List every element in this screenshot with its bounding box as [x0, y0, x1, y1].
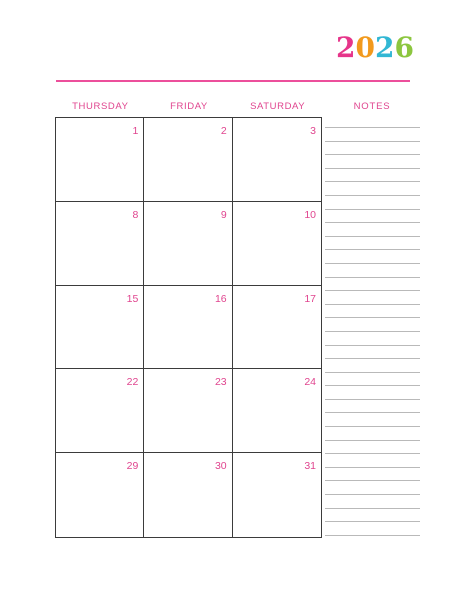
day-number: 10: [304, 208, 316, 221]
notes-line: [325, 372, 420, 373]
notes-line: [325, 181, 420, 182]
notes-line: [325, 440, 420, 441]
notes-line: [325, 345, 420, 346]
notes-line: [325, 263, 420, 264]
notes-line: [325, 154, 420, 155]
notes-line: [325, 127, 420, 128]
notes-line: [325, 304, 420, 305]
day-cell[interactable]: [56, 202, 144, 286]
notes-area[interactable]: [325, 127, 420, 548]
day-headers: [56, 101, 322, 112]
notes-line: [325, 480, 420, 481]
day-cell[interactable]: [56, 286, 144, 370]
day-number: 17: [304, 292, 316, 305]
notes-line: [325, 494, 420, 495]
day-cell[interactable]: [144, 202, 232, 286]
notes-line: [325, 535, 420, 536]
notes-header: NOTES: [353, 101, 391, 112]
day-number: 16: [214, 292, 227, 305]
notes-line: [325, 467, 420, 468]
notes-line: [325, 141, 420, 142]
header-divider: [56, 80, 410, 82]
day-cell[interactable]: [233, 286, 321, 370]
notes-line: [325, 209, 420, 210]
year-digit: 6: [394, 31, 414, 64]
notes-line: [325, 290, 420, 291]
day-number: 30: [214, 460, 227, 473]
day-cell[interactable]: [144, 453, 232, 537]
notes-line: [325, 222, 420, 223]
day-cell[interactable]: [144, 369, 232, 453]
day-number: 3: [310, 125, 316, 137]
notes-line: [325, 358, 420, 359]
day-number: 9: [220, 208, 227, 221]
year-digit: 2: [336, 31, 356, 64]
day-header-friday: FRIDAY: [170, 101, 208, 112]
notes-line: [325, 453, 420, 454]
day-number: 31: [304, 460, 316, 473]
notes-line: [325, 195, 420, 196]
day-cell[interactable]: [233, 369, 321, 453]
year-digit: 2: [374, 31, 395, 64]
notes-line: [325, 249, 420, 250]
day-cell[interactable]: [56, 453, 144, 537]
day-number: 23: [214, 376, 227, 389]
day-number: 24: [304, 376, 316, 389]
day-header-thursday: THURSDAY: [72, 101, 129, 112]
notes-line: [325, 426, 420, 427]
day-cell[interactable]: [233, 453, 321, 537]
notes-line: [325, 317, 420, 318]
day-cell[interactable]: [144, 286, 232, 370]
calendar-grid: [55, 117, 322, 538]
day-cell[interactable]: [144, 118, 232, 202]
notes-line: [325, 399, 420, 400]
day-number: 15: [126, 292, 139, 305]
year-title: [336, 31, 414, 64]
notes-line: [325, 385, 420, 386]
year-digit: 0: [355, 31, 375, 64]
notes-line: [325, 277, 420, 278]
day-number: 22: [126, 376, 139, 389]
notes-line: [325, 412, 420, 413]
day-number: 1: [132, 125, 139, 137]
notes-line: [325, 236, 420, 237]
day-number: 29: [126, 460, 139, 473]
day-cell[interactable]: [56, 118, 144, 202]
day-header-saturday: SATURDAY: [250, 101, 306, 112]
notes-line: [325, 508, 420, 509]
day-number: 2: [220, 125, 227, 137]
day-number: 8: [132, 208, 139, 221]
notes-line: [325, 521, 420, 522]
day-cell[interactable]: [233, 202, 321, 286]
day-cell[interactable]: [233, 118, 321, 202]
day-cell[interactable]: [56, 369, 144, 453]
notes-line: [325, 331, 420, 332]
notes-line: [325, 168, 420, 169]
